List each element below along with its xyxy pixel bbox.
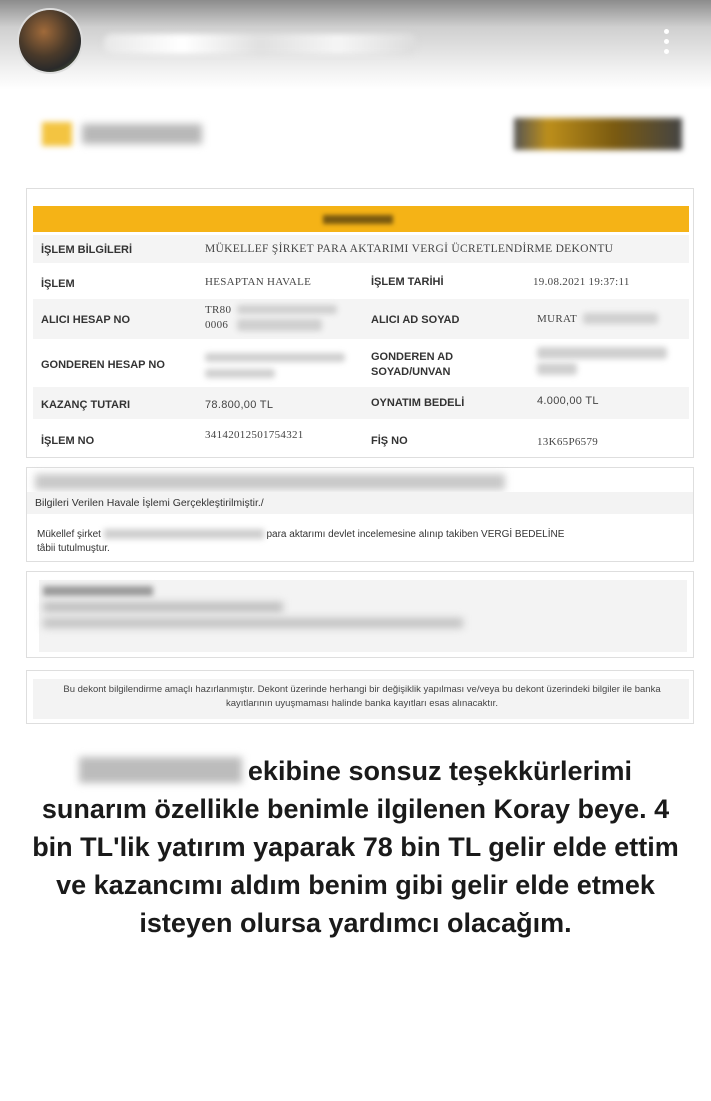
story-caption — [30, 752, 681, 942]
message-panel — [26, 467, 694, 562]
islem-no-label: İŞLEM NO — [41, 435, 95, 447]
fis-no-label: FİŞ NO — [371, 435, 408, 447]
fis-no-value: 13K65P6579 — [537, 436, 599, 448]
gonderen-ad-label-2: SOYAD/UNVAN — [371, 366, 451, 378]
message-body — [37, 528, 577, 556]
oynatim-value: 4.000,00 TL — [537, 395, 599, 407]
more-vertical-icon[interactable] — [656, 24, 676, 60]
message-redacted-line — [35, 474, 505, 490]
islem-bilgileri-value: MÜKELLEF ŞİRKET PARA AKTARIMI VERGİ ÜCRETLENDİRME DEKONTU — [205, 243, 614, 255]
alici-hesap-redacted-1 — [237, 305, 337, 314]
redacted-info-panel — [26, 571, 694, 658]
disclaimer-panel — [26, 670, 694, 724]
gonderen-hesap-redacted-2 — [205, 369, 275, 378]
message-header — [27, 492, 693, 514]
row-alici — [33, 299, 689, 339]
receipt-title-bar — [33, 206, 689, 232]
disclaimer-text: Bu dekont bilgilendirme amaçlı hazırlanmıştır. Dekont üzerinde herhangi bir değişiklik yapılması ve/veya bu dekont üzerindeki bilgiler ile banka kayıtlarının uyuşmaması halinde banka kayıtları esas alınacaktır. — [63, 684, 661, 709]
alici-hesap-label: ALICI HESAP NO — [41, 314, 131, 326]
row-islem-bilgileri — [33, 235, 689, 263]
message-body-prefix: Mükellef şirket — [37, 529, 101, 540]
oynatim-label: OYNATIM BEDELİ — [371, 397, 465, 409]
row-kazanc — [33, 387, 689, 419]
islem-tarihi-label: İŞLEM TARİHİ — [371, 276, 444, 288]
alici-hesap-line1: TR80 — [205, 304, 232, 316]
receipt-panel — [26, 188, 694, 458]
alici-ad-redacted — [583, 313, 658, 324]
message-body-suffix: para aktarımı devlet incelemesine alınıp takiben VERGİ BEDELİNE tâbii tutulmuştur. — [37, 529, 565, 554]
islem-value: HESAPTAN HAVALE — [205, 276, 312, 288]
company-redacted — [104, 529, 264, 539]
alici-ad-label: ALICI AD SOYAD — [371, 314, 460, 326]
gonderen-hesap-redacted-1 — [205, 353, 345, 362]
row-islem — [33, 267, 689, 297]
kazanc-value: 78.800,00 TL — [205, 399, 274, 411]
gonderen-ad-label-1: GONDEREN AD — [371, 351, 454, 363]
bank-logo-redacted — [42, 118, 202, 150]
alici-hesap-redacted-2 — [237, 319, 322, 331]
caption-text: ekibine sonsuz teşekkürlerimi sunarım özellikle benimle ilgilenen Koray beye. 4 bin TL'lik yatırım yaparak 78 bin TL gelir elde ettim ve kazancımı aldım benim gibi gelir elde etmek isteyen olursa yardımcı olacağım. — [32, 756, 679, 938]
row-islem-no — [33, 421, 689, 455]
alici-ad-value: MURAT — [537, 313, 578, 325]
header-redacted-block — [514, 118, 682, 150]
message-header-text: Bilgileri Verilen Havale İşlemi Gerçekleştirilmiştir./ — [35, 497, 264, 509]
username-redacted[interactable] — [104, 34, 416, 54]
islem-tarihi-value: 19.08.2021 19:37:11 — [533, 276, 630, 288]
alici-hesap-line2: 0006 — [205, 319, 229, 331]
gonderen-ad-redacted-2 — [537, 363, 577, 375]
islem-bilgileri-label: İŞLEM BİLGİLERİ — [41, 244, 133, 256]
gonderen-ad-redacted-1 — [537, 347, 667, 359]
kazanc-label: KAZANÇ TUTARI — [41, 399, 131, 411]
gonderen-hesap-label: GONDEREN HESAP NO — [41, 359, 165, 371]
avatar[interactable] — [19, 10, 81, 72]
islem-label: İŞLEM — [41, 278, 75, 290]
row-gonderen — [33, 341, 689, 385]
islem-no-value: 34142012501754321 — [205, 429, 304, 441]
caption-name-redacted — [79, 757, 242, 783]
